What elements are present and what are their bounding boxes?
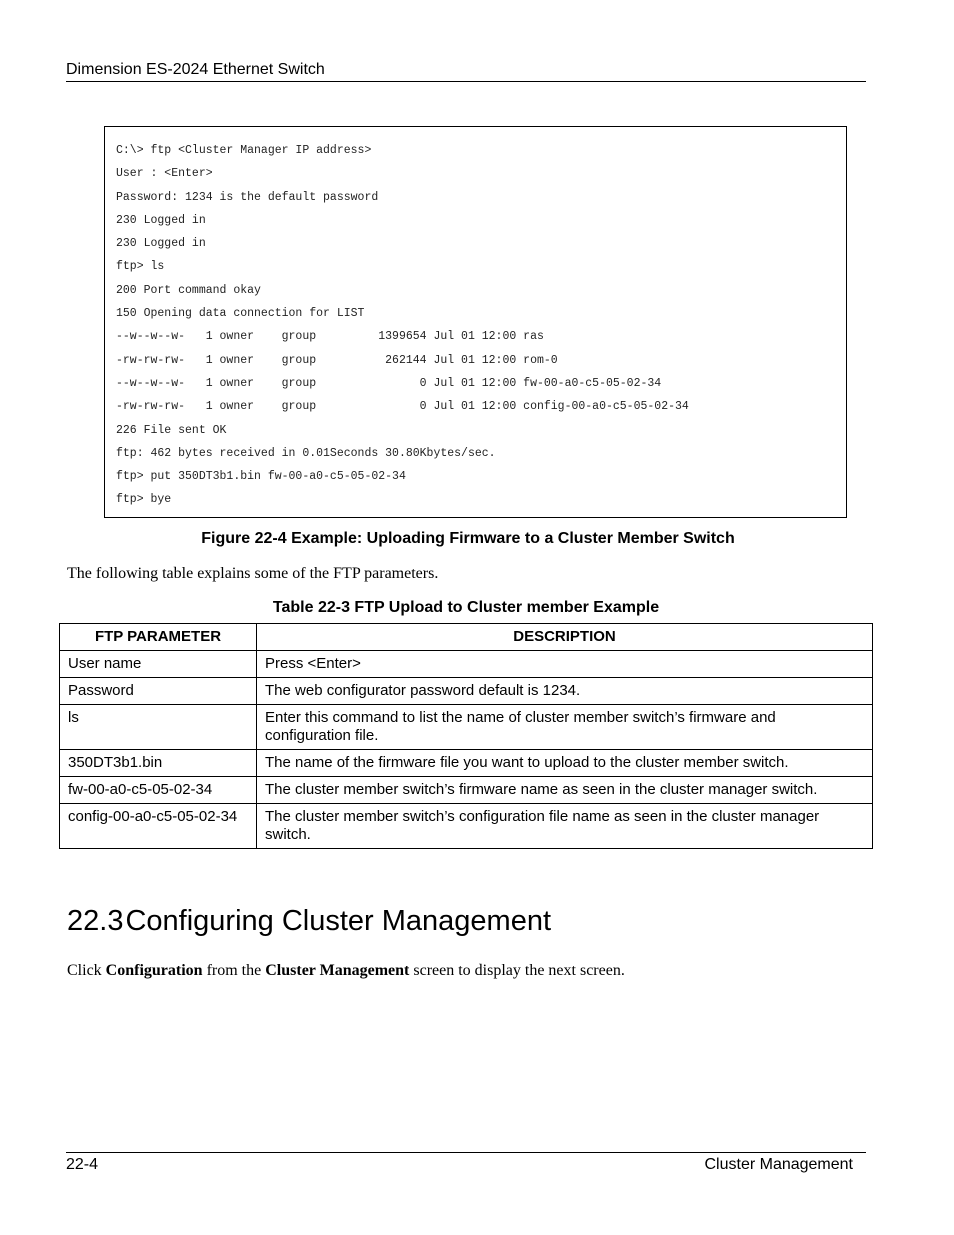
intro-paragraph: The following table explains some of the FTP parameters. — [67, 565, 439, 582]
instruction-paragraph — [67, 962, 625, 980]
figure-caption: Figure 22-4 Example: Uploading Firmware to a Cluster Member Switch — [201, 530, 735, 547]
code-line: 230 Logged in — [116, 213, 206, 227]
code-line: ftp> put 350DT3b1.bin fw-00-a0-c5-05-02-34 — [116, 470, 406, 484]
code-line: --w--w--w- 1 owner group 1399654 Jul 01 12:00 ras — [116, 330, 544, 344]
table-row — [60, 651, 873, 678]
parameter-cell: Password — [60, 678, 257, 705]
parameter-cell: config-00-a0-c5-05-02-34 — [60, 804, 257, 849]
code-line: C:\> ftp <Cluster Manager IP address> — [116, 144, 372, 157]
code-line: 230 Logged in — [116, 237, 206, 251]
ftp-session-code-box — [104, 126, 847, 518]
instruction-text: from the — [202, 962, 266, 979]
section-number: 22.3 — [67, 905, 124, 937]
running-footer — [66, 1152, 866, 1173]
code-line: 150 Opening data connection for LIST — [116, 307, 365, 321]
table-row — [60, 678, 873, 705]
parameter-cell: fw-00-a0-c5-05-02-34 — [60, 777, 257, 804]
section-title: Configuring Cluster Management — [125, 905, 552, 937]
column-header-description: DESCRIPTION — [257, 624, 873, 651]
section-heading — [67, 903, 551, 939]
code-line: 226 File sent OK — [116, 423, 227, 437]
description-cell: The web configurator password default is 1234. — [257, 678, 873, 705]
code-line: User : <Enter> — [116, 167, 213, 181]
table-header-row — [60, 624, 873, 651]
code-line: ftp> ls — [116, 260, 165, 274]
code-line: ftp: 462 bytes received in 0.01Seconds 30.80Kbytes/sec. — [116, 446, 496, 460]
page-number: 22-4 — [66, 1156, 99, 1173]
parameter-cell: ls — [60, 705, 257, 750]
table-row — [60, 750, 873, 777]
column-header-parameter: FTP PARAMETER — [60, 624, 257, 651]
code-line: --w--w--w- 1 owner group 0 Jul 01 12:00 fw-00-a0-c5-05-02-34 — [116, 376, 662, 390]
code-line: 200 Port command okay — [116, 283, 261, 297]
description-cell: The cluster member switch’s configuration file name as seen in the cluster manager switch. — [257, 804, 873, 849]
description-cell: Enter this command to list the name of cluster member switch’s firmware and configuration file. — [257, 705, 873, 750]
code-line: -rw-rw-rw- 1 owner group 0 Jul 01 12:00 config-00-a0-c5-05-02-34 — [116, 400, 689, 414]
parameter-cell: 350DT3b1.bin — [60, 750, 257, 777]
code-line: -rw-rw-rw- 1 owner group 262144 Jul 01 12:00 rom-0 — [116, 353, 558, 367]
table-row — [60, 705, 873, 750]
instruction-text: screen to display the next screen. — [409, 962, 625, 979]
configuration-term: Configuration — [105, 962, 203, 979]
table-caption: Table 22-3 FTP Upload to Cluster member Example — [272, 599, 660, 616]
cluster-management-term: Cluster Management — [265, 962, 410, 979]
header-title: Dimension ES-2024 Ethernet Switch — [66, 61, 325, 78]
ftp-parameters-table — [59, 623, 873, 849]
running-header — [66, 60, 866, 82]
description-cell: The cluster member switch’s firmware name as seen in the cluster manager switch. — [257, 777, 873, 804]
table-row — [60, 777, 873, 804]
table-row — [60, 804, 873, 849]
description-cell: Press <Enter> — [257, 651, 873, 678]
parameter-cell: User name — [60, 651, 257, 678]
description-cell: The name of the firmware file you want to upload to the cluster member switch. — [257, 750, 873, 777]
code-line: ftp> bye — [116, 493, 172, 507]
instruction-text: Click — [67, 962, 106, 979]
chapter-name: Cluster Management — [704, 1156, 853, 1173]
code-line: Password: 1234 is the default password — [116, 190, 379, 204]
